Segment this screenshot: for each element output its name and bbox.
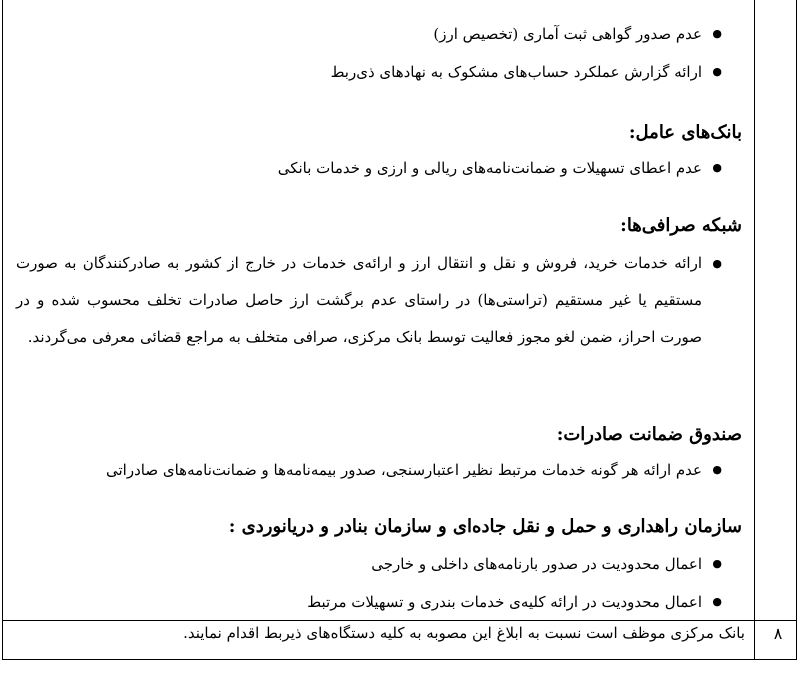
footer-text: بانک مرکزی موظف است نسبت به ابلاغ این مصوبه به کلیه دستگاه‌های ذیربط اقدام نمایند. (183, 624, 745, 642)
list-item: ● ارائه گزارش عملکرد حساب‌های مشکوک به نهادهای ذی‌ربط (8, 56, 728, 88)
section-title-exchanges: شبکه صرافی‌ها: (620, 215, 742, 236)
list-item: ● اعمال محدودیت در ارائه کلیه‌ی خدمات بندری و تسهیلات مرتبط (8, 586, 728, 618)
main-cell (8, 0, 748, 618)
export-guarantee-list (8, 454, 728, 486)
list-item: ● ارائه خدمات خرید، فروش و نقل و انتقال ارز و ارائه‌ی خدمات در خارج از کشور به صادرکنندگان به صورت مستقیم یا غیر مستقیم (تراستی‌ها) در راستای عدم برگشت ارز حاصل صادرات تخلف محسوب شده و در صورت احراز، ضمن لغو مجوز فعالیت توسط بانک مرکزی، صرافی متخلف به مراجع قضائی معرفی می‌گردند. (16, 245, 728, 356)
table-left-border (2, 0, 3, 660)
column-divider (754, 0, 755, 660)
section-title-road-ports: سازمان راهداری و حمل و نقل جاده‌ای و سازمان بنادر و دریانوردی : (228, 516, 742, 537)
table-bottom-border (2, 659, 797, 660)
section-title-banks: بانک‌های عامل: (628, 122, 742, 143)
list-item: ● اعمال محدودیت در صدور بارنامه‌های داخلی و خارجی (8, 548, 728, 586)
row-number: ۸ (773, 624, 783, 643)
exchanges-list (16, 245, 728, 356)
list-item: ● عدم اعطای تسهیلات و ضمانت‌نامه‌های ریالی و ارزی و خدمات بانکی (8, 152, 728, 184)
table-right-border (796, 0, 797, 660)
row-divider (2, 620, 797, 621)
section-title-export-guarantee: صندوق ضمانت صادرات: (556, 424, 742, 445)
list-item: ● عدم ارائه هر گونه خدمات مرتبط نظیر اعتبارسنجی، صدور بیمه‌نامه‌ها و ضمانت‌نامه‌های صادراتی (8, 454, 728, 486)
list-item: ● عدم صدور گواهی ثبت آماری (تخصیص ارز) (8, 18, 728, 56)
top-bullet-list (8, 18, 728, 88)
banks-list (8, 152, 728, 184)
road-ports-list (8, 548, 728, 618)
